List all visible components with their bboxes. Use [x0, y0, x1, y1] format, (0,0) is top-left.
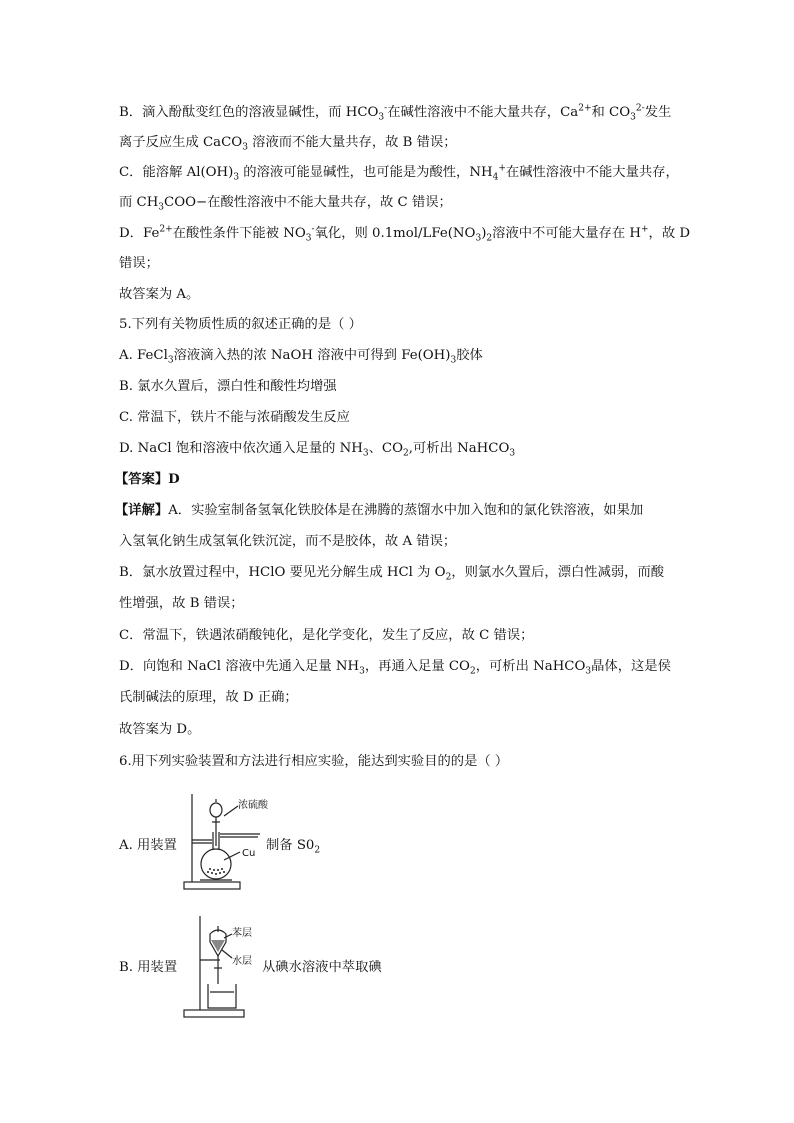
para-d-line1: D．$Fe^{2+}$在酸性条件下能被 $NO_3^-$氧化，则 $0.1mol/LFe(NO_3)_2$溶液中不可能大量存在 H+，故 D	[119, 224, 691, 244]
label-copper: Cu	[242, 848, 256, 859]
q5-answer: 【答案】D	[115, 472, 180, 487]
label-benzene-layer: 苯层	[232, 928, 252, 939]
answer-line-d: 故答案为 D。	[119, 722, 201, 737]
detail-line6: D．向饱和 NaCl 溶液中先通入足量 $NH_3$，再通入足量 $CO_2$，可析出 NaHCO$_3$晶体，这是侯	[119, 659, 671, 677]
para-c-line1: C．能溶解 $Al(OH)_3$ 的溶液可能显碱性，也可能是为酸性，$NH_4^+$在碱性溶液中不能大量共存，	[119, 163, 679, 183]
label-conc-sulfuric-acid: 浓硫酸	[238, 800, 268, 811]
detail-line2: 入氢氧化钠生成氢氧化铁沉淀，而不是胶体，故 A 错误；	[119, 534, 457, 549]
apparatus-b-figure	[180, 912, 260, 1024]
para-b-line1: B．滴入酚酞变红色的溶液显碱性，而 $HCO_3^-$在碱性溶液中不能大量共存，$Ca^{2+}$和 $CO_3^{2-}$发生	[119, 103, 672, 123]
q5-option-d: D. NaCl 饱和溶液中依次通入足量的 $NH_3$、$CO_2$,可析出 NaHCO$_3$	[119, 441, 516, 459]
para-c-line2: 而 $CH_3COO-$在酸性溶液中不能大量共存，故 C 错误；	[119, 195, 452, 213]
para-b-line2: 离子反应生成 CaCO$_3$ 溶液而不能大量共存，故 B 错误；	[119, 135, 457, 153]
answer-line-a: 故答案为 A。	[119, 287, 200, 302]
detail-line5: C．常温下，铁遇浓硝酸钝化，是化学变化，发生了反应，故 C 错误；	[119, 628, 534, 643]
detail-line1: 【详解】A．实验室制备氢氧化铁胶体是在沸腾的蒸馏水中加入饱和的氯化铁溶液，如果加	[115, 503, 644, 518]
detail-line3: B．氯水放置过程中，HClO 要见光分解生成 HCl 为 $O_2$，则氯水久置后，漂白性减弱，而酸	[119, 565, 665, 583]
q5-option-c: C. 常温下，铁片不能与浓硝酸发生反应	[119, 410, 350, 425]
q6-option-b-suffix: 从碘水溶液中萃取碘	[262, 960, 382, 975]
label-water-layer: 水层	[232, 956, 252, 967]
question-5: 5.下列有关物质性质的叙述正确的是（ ）	[119, 317, 362, 332]
apparatus-a-figure	[180, 788, 270, 896]
detail-line7: 氏制碱法的原理，故 D 正确；	[119, 690, 298, 705]
question-6: 6.用下列实验装置和方法进行相应实验，能达到实验目的的是（ ）	[119, 754, 509, 769]
para-d-line2: 错误；	[119, 256, 159, 271]
q6-option-a-suffix: 制备 $S0_2$	[266, 838, 321, 856]
q5-option-a: A. FeCl$_3$溶液滴入热的浓 NaOH 溶液中可得到 $Fe(OH)_3$胶体	[119, 348, 483, 366]
q6-option-b-prefix: B. 用装置	[119, 960, 178, 975]
q6-option-a-prefix: A. 用装置	[119, 838, 177, 853]
detail-line4: 性增强，故 B 错误；	[119, 596, 244, 611]
q5-option-b: B. 氯水久置后，漂白性和酸性均增强	[119, 379, 337, 394]
